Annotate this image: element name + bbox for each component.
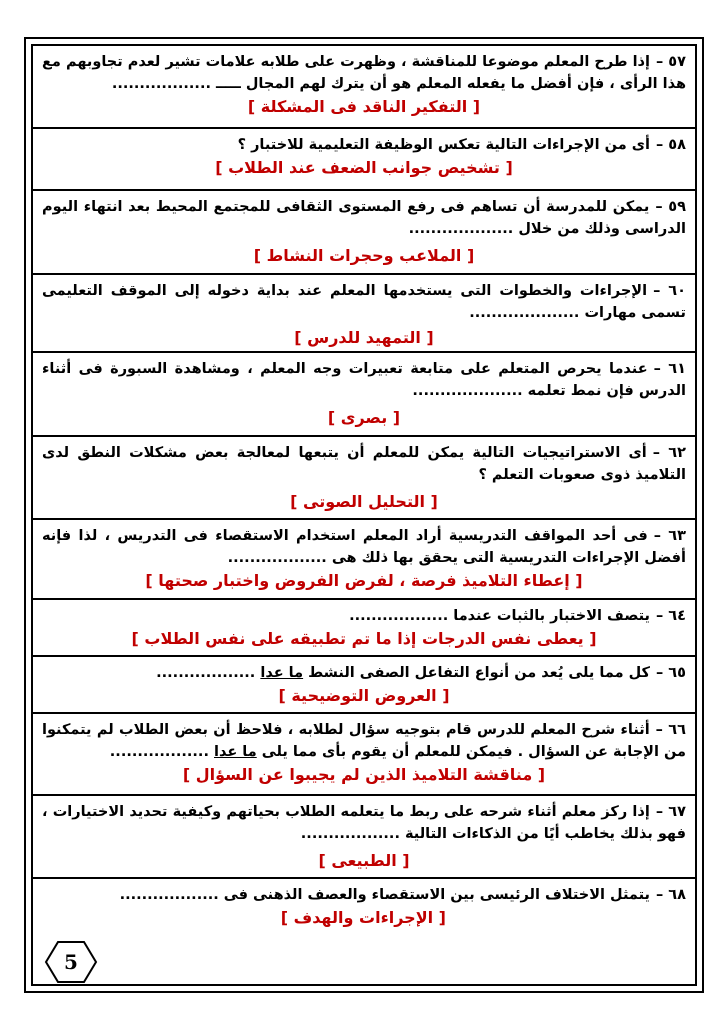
page-number: 5	[64, 950, 78, 974]
question-text: ٥٧ –إذا طرح المعلم موضوعا للمناقشة ، وظهرت على طلابه علامات تشير لعدم تجاوبهم مع هذا الرأى ، فإن أفضل ما يفعله المعلم هو أن يترك لهم المجال ـــــ ..................	[42, 54, 686, 92]
answer: [ الطبيعى ]	[318, 851, 410, 870]
question-63	[33, 520, 695, 600]
question-62	[33, 437, 695, 520]
answer: [ يعطى نفس الدرجات إذا ما تم تطبيقه على نفس الطلاب ]	[131, 629, 597, 648]
page-number-badge	[44, 940, 98, 984]
question-61	[33, 353, 695, 437]
answer: [ العروض التوضيحية ]	[278, 686, 450, 705]
question-text: ٦٨ –يتمثل الاختلاف الرئيسى بين الاستقصاء والعصف الذهنى فى ..................	[119, 887, 686, 903]
question-text: ٦٤ –يتصف الاختبار بالثبات عندما ..................	[349, 608, 686, 624]
question-text: ٥٩ –يمكن للمدرسة أن تساهم فى رفع المستوى الثقافى للمجتمع المحيط بعد انتهاء اليوم الدراسى وذلك من خلال ...................	[42, 199, 686, 237]
question-text: ٦٠ –الإجراءات والخطوات التى يستخدمها المعلم عند بداية دخوله إلى الموقف التعليمى تسمى مهارات ....................	[42, 283, 686, 321]
question-list	[33, 46, 695, 937]
answer: [ بصرى ]	[327, 408, 401, 427]
underlined-except: ما عدا	[260, 665, 304, 681]
question-57	[33, 46, 695, 129]
question-text: ٦١ –عندما يحرص المتعلم على متابعة تعبيرات وجه المعلم ، ومشاهدة السبورة فى أثناء الدرس فإن نمط تعلمه ....................	[42, 361, 686, 399]
answer: [ التفكير الناقد فى المشكلة ]	[247, 97, 481, 116]
answer: [ الإجراءات والهدف ]	[280, 908, 446, 927]
question-text: ٦٢ –أى الاستراتيجيات التالية يمكن للمعلم أن يتبعها لمعالجة بعض مشكلات النطق لدى التلاميذ ذوى صعوبات التعلم ؟	[42, 445, 686, 483]
question-text: ٦٦ –أثناء شرح المعلم للدرس قام بتوجيه سؤال لطلابه ، فلاحظ أن بعض الطلاب لم يتمكنوا من الإجابة عن السؤال . فيمكن للمعلم أن يقوم بأى مما يلى ما عدا ..................	[42, 722, 686, 760]
question-text: ٦٥ –كل مما يلى يُعد من أنواع التفاعل الصفى النشط ما عدا ..................	[156, 665, 686, 681]
question-59	[33, 191, 695, 275]
underlined-except: ما عدا	[214, 744, 257, 760]
question-66	[33, 714, 695, 796]
question-text: ٦٣ –فى أحد المواقف التدريسية أراد المعلم استخدام الاستقصاء فى التدريس ، لذا فإنه أفضل الإجراءات التدريسية التى يحقق بها ذلك هى ..................	[42, 528, 686, 566]
answer: [ مناقشة التلاميذ الذين لم يجيبوا عن السؤال ]	[182, 765, 546, 784]
question-65	[33, 657, 695, 714]
answer: [ إعطاء التلاميذ فرصة ، لفرض الفروض واختبار صحتها ]	[145, 571, 583, 590]
answer: [ التمهيد للدرس ]	[294, 328, 434, 347]
question-60	[33, 275, 695, 353]
question-67	[33, 796, 695, 879]
question-68	[33, 879, 695, 937]
question-text: ٦٧ –إذا ركز معلم أثناء شرحه على ربط ما يتعلمه الطلاب بحياتهم وكيفية تحديد الاختيارات ، فهو بذلك يخاطب أيًا من الذكاءات التالية ..................	[42, 804, 686, 842]
answer: [ التحليل الصوتى ]	[290, 492, 438, 511]
question-text: ٥٨ –أى من الإجراءات التالية تعكس الوظيفة التعليمية للاختبار ؟	[237, 137, 686, 153]
answer: [ تشخيص جوانب الضعف عند الطلاب ]	[215, 158, 513, 177]
question-64	[33, 600, 695, 657]
question-58	[33, 129, 695, 191]
answer: [ الملاعب وحجرات النشاط ]	[253, 246, 475, 265]
